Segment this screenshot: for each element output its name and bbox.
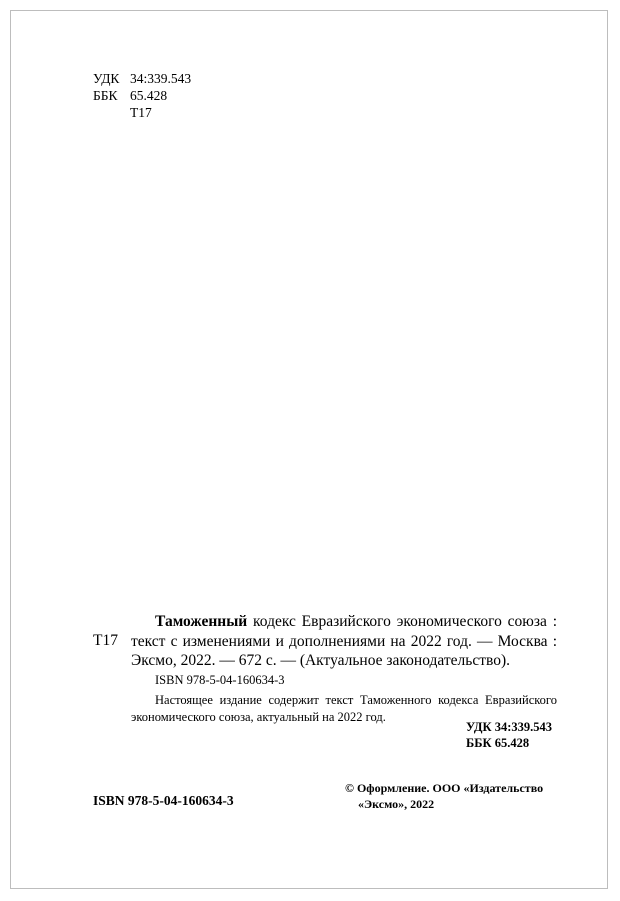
classification-codes-right: [466, 719, 552, 751]
copyright-line-1: © Оформление. ООО «Издательство: [345, 781, 544, 795]
annotation-text: Настоящее издание содержит текст Таможенного кодекса Евразийского экономического союза, актуальный на 2022 год.: [131, 693, 557, 724]
title-bold: Таможенный: [155, 613, 248, 630]
udk-right: УДК 34:339.543: [466, 720, 552, 734]
isbn-small: ISBN 978-5-04-160634-3: [155, 673, 285, 687]
bibliographic-record: [131, 612, 557, 671]
copyright: [345, 780, 543, 812]
bbk-value: 65.428: [130, 88, 168, 103]
author-mark: Т17: [130, 105, 152, 120]
title-rest: кодекс Евразийского экономического союза : текст с изменениями и дополнениями на 2022 год. — Москва : Эксмо, 2022. — 672 с. — (Актуальное законодательство).: [131, 613, 557, 669]
isbn-big: ISBN 978-5-04-160634-3: [93, 793, 234, 808]
page-frame: [10, 10, 608, 889]
copyright-line-2: «Эксмо», 2022: [358, 797, 435, 811]
bbk-right: ББК 65.428: [466, 736, 530, 750]
author-mark-side: Т17: [93, 632, 118, 649]
udk-value: 34:339.543: [130, 71, 192, 86]
udk-label: УДК: [93, 71, 120, 86]
bbk-label: ББК: [93, 88, 118, 103]
